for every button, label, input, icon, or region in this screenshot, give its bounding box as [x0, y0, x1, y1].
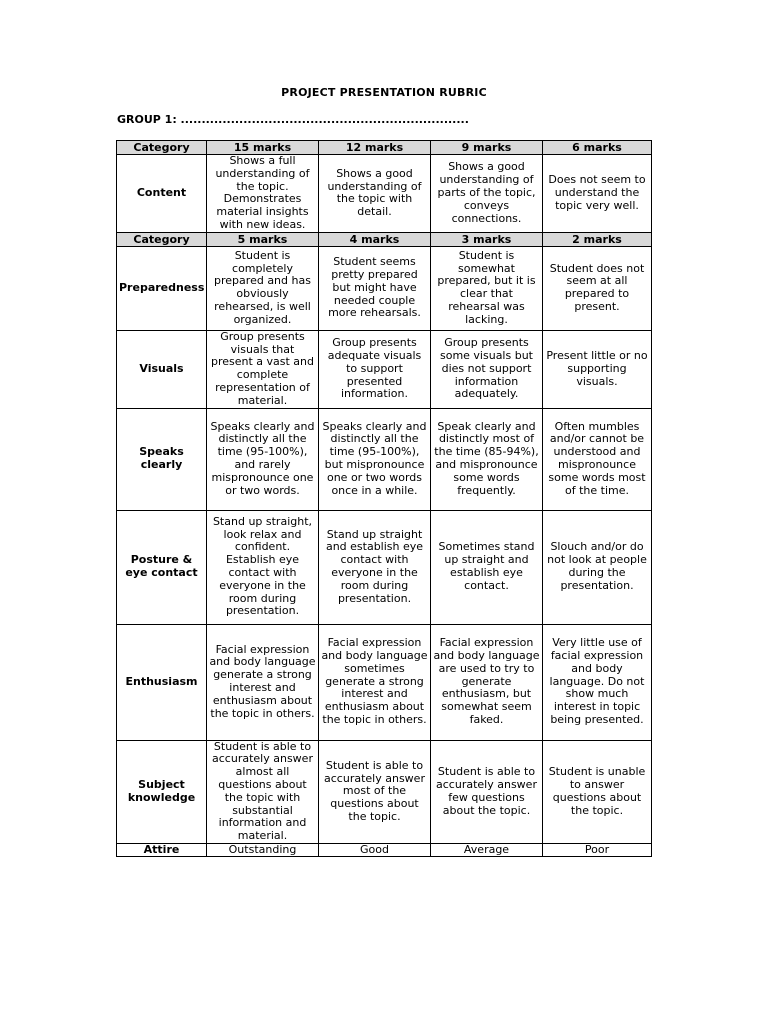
header-cell: 4 marks	[319, 232, 431, 246]
category-cell: Subject knowledge	[117, 740, 207, 843]
criteria-cell: Student seems pretty prepared but might have needed couple more rehearsals.	[319, 246, 431, 330]
criteria-cell: Average	[431, 843, 543, 856]
rubric-table	[116, 140, 652, 857]
header-cell: 2 marks	[543, 232, 652, 246]
criteria-cell: Group presents visuals that present a vast and complete representation of material.	[207, 330, 319, 408]
criteria-cell: Outstanding	[207, 843, 319, 856]
criteria-cell: Student is able to accurately answer almost all questions about the topic with substantial information and material.	[207, 740, 319, 843]
criteria-cell: Facial expression and body language are used to try to generate enthusiasm, but somewhat seem faked.	[431, 624, 543, 740]
header-cell: 12 marks	[319, 141, 431, 155]
criteria-cell: Very little use of facial expression and body language. Do not show much interest in topic being presented.	[543, 624, 652, 740]
header-cell: Category	[117, 141, 207, 155]
criteria-cell: Sometimes stand up straight and establish eye contact.	[431, 510, 543, 624]
table-row	[117, 740, 652, 843]
criteria-cell: Shows a good understanding of the topic with detail.	[319, 155, 431, 233]
table-row	[117, 330, 652, 408]
category-cell: Preparedness	[117, 246, 207, 330]
criteria-cell: Speaks clearly and distinctly all the time (95-100%), but mispronounce one or two words once in a while.	[319, 408, 431, 510]
header-cell: 15 marks	[207, 141, 319, 155]
criteria-cell: Speaks clearly and distinctly all the time (95-100%), and rarely mispronounce one or two words.	[207, 408, 319, 510]
criteria-cell: Shows a good understanding of parts of the topic, conveys connections.	[431, 155, 543, 233]
criteria-cell: Student is able to accurately answer most of the questions about the topic.	[319, 740, 431, 843]
header-cell: Category	[117, 232, 207, 246]
criteria-cell: Facial expression and body language sometimes generate a strong interest and enthusiasm about the topic in others.	[319, 624, 431, 740]
table-row	[117, 624, 652, 740]
header-row	[117, 232, 652, 246]
criteria-cell: Often mumbles and/or cannot be understood and mispronounce some words most of the time.	[543, 408, 652, 510]
criteria-cell: Student does not seem at all prepared to present.	[543, 246, 652, 330]
criteria-cell: Student is able to accurately answer few questions about the topic.	[431, 740, 543, 843]
criteria-cell: Facial expression and body language generate a strong interest and enthusiasm about the topic in others.	[207, 624, 319, 740]
criteria-cell: Group presents some visuals but dies not support information adequately.	[431, 330, 543, 408]
header-cell: 6 marks	[543, 141, 652, 155]
criteria-cell: Does not seem to understand the topic very well.	[543, 155, 652, 233]
attire-row	[117, 843, 652, 856]
header-cell: 3 marks	[431, 232, 543, 246]
criteria-cell: Group presents adequate visuals to support presented information.	[319, 330, 431, 408]
header-cell: 5 marks	[207, 232, 319, 246]
page-title: PROJECT PRESENTATION RUBRIC	[281, 86, 487, 99]
criteria-cell: Slouch and/or do not look at people during the presentation.	[543, 510, 652, 624]
criteria-cell: Student is unable to answer questions about the topic.	[543, 740, 652, 843]
category-cell: Content	[117, 155, 207, 233]
category-cell: Speaks clearly	[117, 408, 207, 510]
criteria-cell: Stand up straight and establish eye contact with everyone in the room during presentation.	[319, 510, 431, 624]
criteria-cell: Student is completely prepared and has obviously rehearsed, is well organized.	[207, 246, 319, 330]
category-cell: Posture & eye contact	[117, 510, 207, 624]
table-row	[117, 408, 652, 510]
criteria-cell: Good	[319, 843, 431, 856]
criteria-cell: Speak clearly and distinctly most of the time (85-94%), and mispronounce some words frequently.	[431, 408, 543, 510]
header-cell: 9 marks	[431, 141, 543, 155]
category-cell: Attire	[117, 843, 207, 856]
criteria-cell: Poor	[543, 843, 652, 856]
table-row	[117, 510, 652, 624]
criteria-cell: Student is somewhat prepared, but it is clear that rehearsal was lacking.	[431, 246, 543, 330]
group-line: GROUP 1: .....................................................................	[117, 113, 469, 126]
category-cell: Visuals	[117, 330, 207, 408]
criteria-cell: Present little or no supporting visuals.	[543, 330, 652, 408]
table-row	[117, 155, 652, 233]
category-cell: Enthusiasm	[117, 624, 207, 740]
criteria-cell: Stand up straight, look relax and confident. Establish eye contact with everyone in the room during presentation.	[207, 510, 319, 624]
table-row	[117, 246, 652, 330]
criteria-cell: Shows a full understanding of the topic. Demonstrates material insights with new ideas.	[207, 155, 319, 233]
header-row	[117, 141, 652, 155]
